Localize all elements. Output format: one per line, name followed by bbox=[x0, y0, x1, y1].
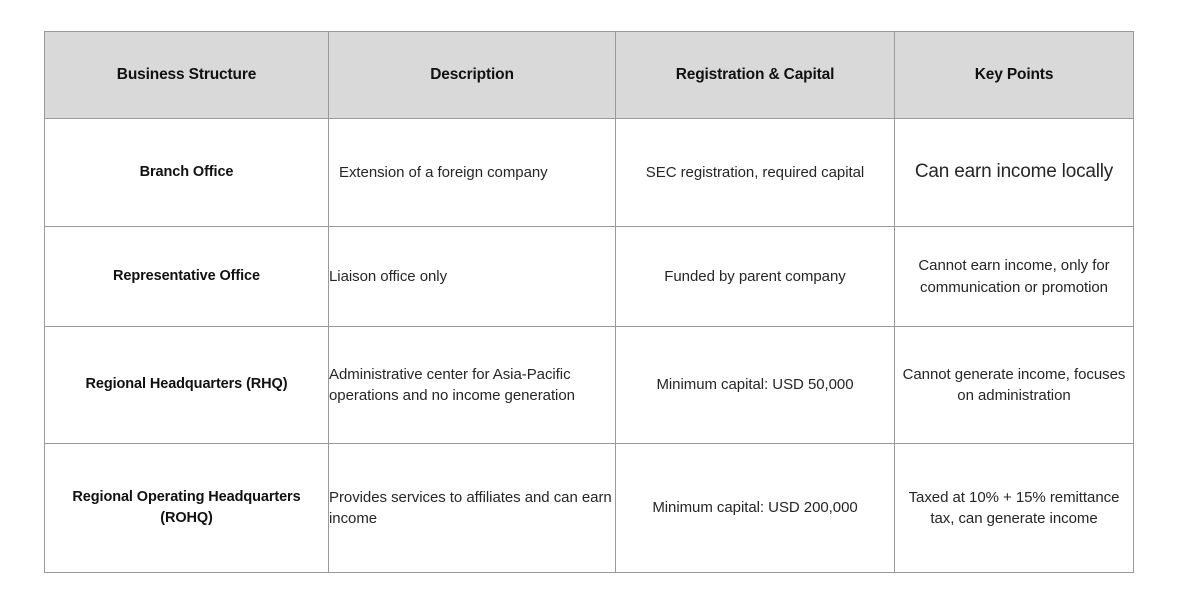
column-header-business-structure: Business Structure bbox=[45, 32, 329, 119]
cell-business-structure: Branch Office bbox=[45, 119, 329, 227]
cell-registration-capital: Minimum capital: USD 50,000 bbox=[616, 327, 895, 444]
cell-key-points: Can earn income locally bbox=[895, 119, 1134, 227]
comparison-table-container bbox=[44, 31, 1133, 572]
cell-description: Liaison office only bbox=[329, 227, 616, 327]
cell-description: Extension of a foreign company bbox=[329, 119, 616, 227]
table-row bbox=[45, 227, 1134, 327]
table-row bbox=[45, 444, 1134, 573]
cell-key-points: Cannot generate income, focuses on administration bbox=[895, 327, 1134, 444]
cell-description: Administrative center for Asia-Pacific operations and no income generation bbox=[329, 327, 616, 444]
cell-business-structure: Representative Office bbox=[45, 227, 329, 327]
cell-business-structure: Regional Headquarters (RHQ) bbox=[45, 327, 329, 444]
cell-description: Provides services to affiliates and can earn income bbox=[329, 444, 616, 573]
table-row bbox=[45, 327, 1134, 444]
column-header-description: Description bbox=[329, 32, 616, 119]
cell-registration-capital: Funded by parent company bbox=[616, 227, 895, 327]
cell-business-structure: Regional Operating Headquarters (ROHQ) bbox=[45, 444, 329, 573]
table-header bbox=[45, 32, 1134, 119]
cell-key-points: Cannot earn income, only for communication or promotion bbox=[895, 227, 1134, 327]
table-body bbox=[45, 119, 1134, 573]
table-header-row bbox=[45, 32, 1134, 119]
column-header-registration-capital: Registration & Capital bbox=[616, 32, 895, 119]
cell-key-points: Taxed at 10% + 15% remittance tax, can generate income bbox=[895, 444, 1134, 573]
cell-registration-capital: Minimum capital: USD 200,000 bbox=[616, 444, 895, 573]
cell-registration-capital: SEC registration, required capital bbox=[616, 119, 895, 227]
table-row bbox=[45, 119, 1134, 227]
business-structure-comparison-table bbox=[44, 31, 1134, 573]
column-header-key-points: Key Points bbox=[895, 32, 1134, 119]
